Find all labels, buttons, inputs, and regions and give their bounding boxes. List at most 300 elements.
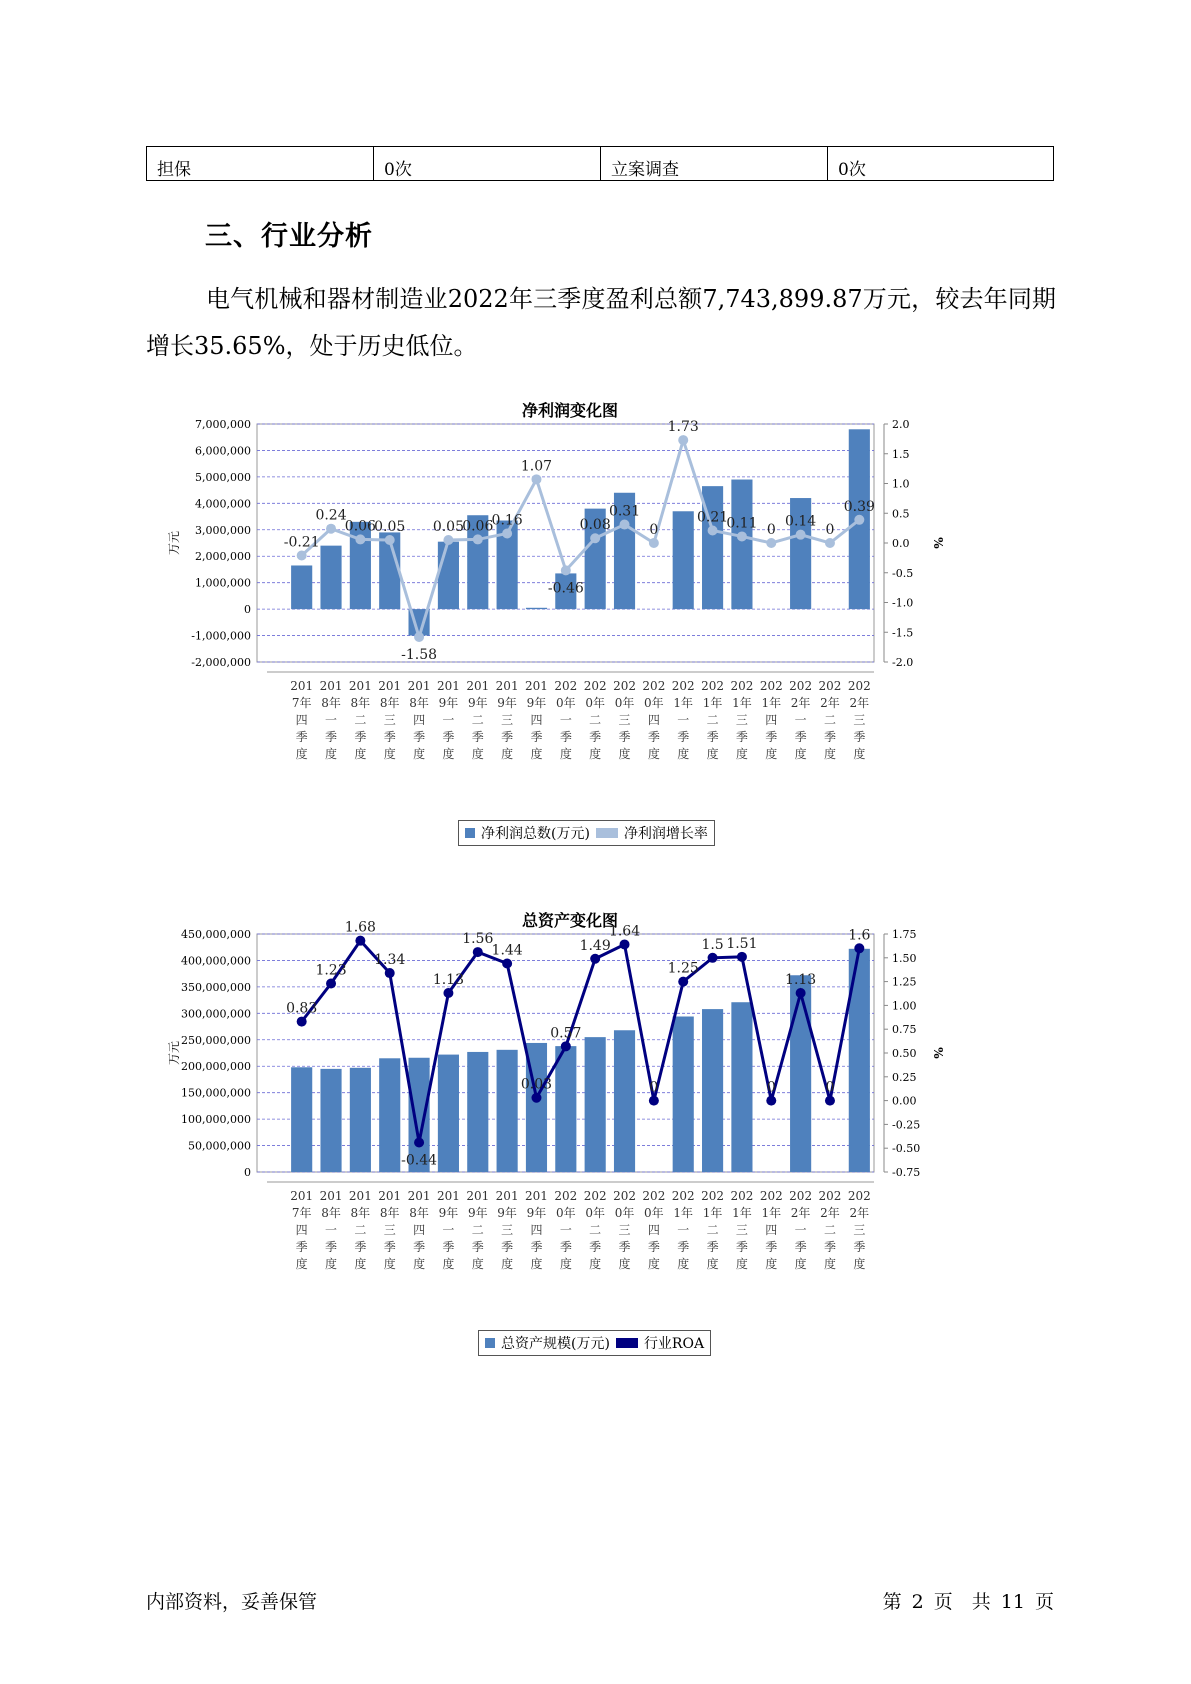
x-tick-label: 度 [530,747,543,761]
x-tick-label: 度 [442,747,455,761]
data-label: 0.05 [374,519,406,536]
y2-tick-label: 0.75 [892,1023,917,1037]
data-label: 1.07 [520,458,553,475]
bar [320,546,341,609]
x-tick-label: 季 [383,730,396,744]
x-tick-label: 2年 [820,1206,840,1220]
x-tick-label: 季 [794,1240,807,1254]
line-point [708,953,718,963]
x-tick-label: 三 [383,1223,396,1237]
line-point [326,979,336,989]
x-tick-label: 202 [847,1189,871,1203]
x-tick-label: 7年 [291,1206,312,1220]
table-row [147,147,1054,181]
x-tick-label: 202 [759,679,783,693]
x-tick-label: 二 [706,1223,719,1237]
line-point [590,533,600,543]
y2-tick-label: -0.25 [892,1118,921,1132]
x-tick-label: 201 [378,679,402,693]
x-tick-label: 二 [354,1223,367,1237]
x-tick-label: 季 [325,730,338,744]
y-tick-label: 100,000,000 [181,1113,251,1127]
x-tick-label: 季 [354,1240,367,1254]
x-tick-label: 度 [413,747,426,761]
info-table [146,146,1054,181]
x-tick-label: 季 [765,1240,778,1254]
x-tick-label: 2年 [849,696,870,710]
y2-tick-label: -2.0 [892,656,914,669]
bar [526,608,547,609]
x-tick-label: 201 [348,1189,372,1203]
line-point [678,977,688,987]
data-label: -0.21 [283,534,320,551]
y2-tick-label: 0.50 [892,1047,917,1060]
data-label: 0 [766,1079,776,1096]
x-tick-label: 三 [383,713,396,727]
line-point [708,526,718,536]
x-tick-label: 四 [530,1223,543,1237]
legend-label: 净利润增长率 [623,826,708,842]
x-tick-label: 201 [525,1189,548,1203]
x-tick-label: 度 [354,747,367,761]
x-tick-label: 季 [735,730,748,744]
line-point [825,1096,835,1106]
x-tick-label: 季 [823,730,836,744]
section-heading: 三、行业分析 [205,221,373,252]
line-point [443,535,453,545]
y-tick-label: -2,000,000 [191,656,251,669]
bar [497,1050,518,1172]
data-label: 1.51 [726,935,758,952]
x-tick-label: 季 [501,1240,514,1254]
x-tick-label: 一 [442,713,455,727]
x-tick-label: 二 [589,713,602,727]
y2-tick-label: -1.0 [892,596,914,610]
chart-legend [458,820,715,846]
x-tick-label: 1年 [673,696,694,710]
y-tick-label: 2,000,000 [195,550,251,564]
line-point [796,988,806,998]
y-tick-label: 50,000,000 [188,1139,251,1153]
x-tick-label: 季 [295,730,308,744]
y2-tick-label: 1.25 [892,975,917,989]
x-tick-label: 度 [735,1257,748,1271]
x-tick-label: 一 [325,1223,338,1237]
x-tick-label: 季 [471,730,484,744]
bar [467,1052,488,1172]
x-tick-label: 0年 [614,1206,635,1220]
y-tick-label: 0 [244,1166,251,1179]
x-tick-label: 季 [530,1240,543,1254]
line-point [502,528,512,538]
y-tick-label: 300,000,000 [181,1007,251,1021]
y-tick-label: 350,000,000 [181,980,251,994]
line-point [473,947,483,957]
x-tick-label: 202 [613,679,636,693]
x-tick-label: 季 [354,730,367,744]
x-tick-label: 8年 [409,1206,429,1220]
legend-label: 净利润总数(万元) [481,826,590,842]
x-tick-label: 201 [290,679,314,693]
x-tick-label: 度 [677,747,690,761]
data-label: 0.05 [432,519,465,536]
x-tick-label: 2年 [790,1206,811,1220]
x-tick-label: 二 [823,1223,836,1237]
bar [790,975,811,1172]
data-label: 0.83 [286,1000,318,1017]
x-tick-label: 四 [413,713,426,727]
x-tick-label: 0年 [644,696,664,710]
x-tick-label: 季 [559,1240,572,1254]
table-cell-label: 担保 [147,147,374,181]
x-tick-label: 0年 [585,1206,605,1220]
line-point [414,1137,424,1147]
x-tick-label: 9年 [497,1206,517,1220]
x-tick-label: 季 [413,730,426,744]
x-tick-label: 度 [589,1257,602,1271]
x-tick-label: 三 [853,1223,866,1237]
x-tick-label: 7年 [291,696,312,710]
x-tick-label: 1年 [761,696,782,710]
x-tick-label: 8年 [379,696,400,710]
x-tick-label: 度 [706,1257,719,1271]
data-label: 0.39 [843,498,875,515]
bar [438,542,459,609]
x-tick-label: 8年 [409,696,429,710]
line-point [590,954,600,964]
x-tick-label: 四 [413,1223,426,1237]
y2-tick-label: 0.0 [892,537,910,550]
line-point [678,435,688,445]
x-tick-label: 度 [501,1257,514,1271]
x-tick-label: 季 [618,1240,631,1254]
x-tick-label: 季 [383,1240,396,1254]
x-tick-label: 季 [735,1240,748,1254]
x-tick-label: 度 [677,1257,690,1271]
line-point [561,565,571,575]
footer-confidential: 内部资料，妥善保管 [146,1591,318,1613]
data-label: 0.08 [579,517,611,534]
x-tick-label: 202 [759,1189,783,1203]
x-tick-label: 二 [471,713,484,727]
y-tick-label: 4,000,000 [195,497,251,511]
y2-tick-label: 0.5 [892,507,910,521]
x-tick-label: 1年 [732,1206,752,1220]
bar [702,1009,723,1172]
data-label: 0.31 [608,503,641,520]
x-tick-label: 0年 [585,696,605,710]
line-point [737,952,747,962]
x-tick-label: 202 [730,1189,754,1203]
y2-tick-label: -0.50 [892,1142,921,1156]
x-tick-label: 四 [295,1223,308,1237]
analysis-paragraph: 电气机械和器材制造业2022年三季度盈利总额7,743,899.87万元，较去年同期增长35.65%，处于历史低位。 [146,285,1056,360]
y-axis-label: 万元 [167,1040,181,1066]
line-point [766,1096,776,1106]
x-tick-label: 201 [495,679,519,693]
x-tick-label: 度 [794,747,807,761]
x-tick-label: 季 [853,1240,866,1254]
x-tick-label: 一 [559,1223,572,1237]
net-profit-chart-svg [167,418,970,860]
x-tick-label: 三 [853,713,866,727]
x-tick-label: 2年 [820,696,840,710]
line-point [531,1093,541,1103]
x-tick-label: 季 [559,730,572,744]
data-label: -0.44 [401,1152,438,1169]
x-tick-label: 季 [823,1240,836,1254]
bar [320,1069,341,1172]
y-axis-label: 万元 [167,530,181,556]
x-tick-label: 202 [583,679,607,693]
x-tick-label: 9年 [497,696,517,710]
y-tick-label: 0 [244,603,251,617]
x-tick-label: 201 [407,1189,431,1203]
bar [350,1068,371,1172]
plot-frame [257,424,874,662]
legend-bar-swatch [465,828,475,838]
x-tick-label: 四 [647,1223,660,1237]
x-tick-label: 度 [618,1257,631,1271]
x-tick-label: 季 [647,1240,660,1254]
x-tick-label: 三 [501,1223,514,1237]
x-tick-label: 202 [642,679,666,693]
line-point [620,520,630,530]
line-point [502,959,512,969]
x-tick-label: 8年 [321,696,341,710]
legend-label: 总资产规模(万元) [501,1336,610,1352]
x-tick-label: 度 [853,1257,866,1271]
x-tick-label: 8年 [379,1206,400,1220]
x-tick-label: 度 [442,1257,455,1271]
y2-tick-label: 2.0 [892,418,910,431]
data-label: -1.58 [401,647,438,664]
x-tick-label: 三 [501,713,514,727]
data-label: 0 [649,1079,659,1096]
legend-label: 行业ROA [643,1336,705,1352]
data-label: 0 [825,1079,835,1096]
y2-tick-label: -1.5 [892,626,914,640]
x-tick-label: 度 [589,747,602,761]
x-tick-label: 度 [354,1257,367,1271]
x-tick-label: 四 [765,713,778,727]
x-tick-label: 202 [671,1189,695,1203]
x-tick-label: 二 [706,713,719,727]
x-tick-label: 季 [706,1240,719,1254]
line-point [854,515,864,525]
x-tick-label: 9年 [526,1206,547,1220]
bar [291,1067,312,1172]
data-label: 1.13 [785,972,817,989]
x-tick-label: 201 [466,1189,490,1203]
data-label: -0.46 [547,580,584,597]
x-tick-label: 8年 [350,696,371,710]
line-point [825,538,835,548]
line-point [297,550,307,560]
x-tick-label: 9年 [438,696,459,710]
x-tick-label: 季 [677,730,690,744]
x-tick-label: 201 [378,1189,402,1203]
x-tick-label: 度 [413,1257,426,1271]
data-label: 0.57 [550,1025,582,1042]
x-tick-label: 度 [765,1257,778,1271]
x-tick-label: 202 [583,1189,607,1203]
x-tick-label: 二 [354,713,367,727]
x-tick-label: 9年 [467,1206,488,1220]
x-tick-label: 9年 [438,1206,459,1220]
x-tick-label: 1年 [702,1206,723,1220]
data-label: 0 [766,522,776,538]
x-tick-label: 季 [589,730,602,744]
x-tick-label: 二 [823,713,836,727]
x-tick-label: 度 [735,747,748,761]
x-tick-label: 8年 [321,1206,341,1220]
x-tick-label: 202 [701,1189,725,1203]
data-label: 1.5 [701,936,724,953]
x-tick-label: 季 [618,730,631,744]
x-tick-label: 度 [853,747,866,761]
x-tick-label: 度 [295,1257,308,1271]
legend-line-swatch [616,1338,638,1348]
x-tick-label: 201 [348,679,372,693]
x-tick-label: 三 [735,1223,748,1237]
x-tick-label: 度 [647,747,660,761]
y2-tick-label: -0.5 [892,566,914,580]
y-tick-label: 450,000,000 [181,928,251,941]
x-tick-label: 9年 [526,696,547,710]
x-tick-label: 四 [765,1223,778,1237]
x-tick-label: 度 [383,747,396,761]
line-point [854,943,864,953]
y2-tick-label: 1.5 [892,447,910,461]
x-tick-label: 202 [613,1189,636,1203]
x-tick-label: 度 [618,747,631,761]
x-tick-label: 三 [618,713,631,727]
bar [585,1037,606,1172]
table-cell-value: 0次 [828,147,1054,181]
line-point [414,632,424,642]
x-tick-label: 二 [471,1223,484,1237]
chart-title: 净利润变化图 [521,401,618,420]
x-tick-label: 四 [647,713,660,727]
x-tick-label: 1年 [702,696,723,710]
x-tick-label: 202 [642,1189,666,1203]
x-tick-label: 1年 [673,1206,694,1220]
x-tick-label: 度 [530,1257,543,1271]
data-label: 1.23 [315,962,347,979]
x-tick-label: 度 [559,1257,572,1271]
x-tick-label: 2年 [790,696,811,710]
bar [438,1055,459,1172]
bar [291,565,312,609]
total-assets-chart [167,908,970,1368]
line-point [326,524,336,534]
line-point [620,939,630,949]
legend-bar-swatch [485,1338,495,1348]
x-tick-label: 9年 [467,696,488,710]
x-tick-label: 季 [501,730,514,744]
data-label: 0.03 [520,1076,553,1093]
x-tick-label: 季 [647,730,660,744]
y-tick-label: 3,000,000 [195,523,251,537]
x-tick-label: 度 [325,1257,338,1271]
x-tick-label: 度 [706,747,719,761]
data-label: 0.06 [462,518,494,535]
x-tick-label: 202 [789,679,813,693]
y-tick-label: 400,000,000 [181,954,251,968]
line-point [649,538,659,548]
x-tick-label: 季 [589,1240,602,1254]
line-point [355,936,365,946]
y-tick-label: 1,000,000 [195,576,251,590]
x-tick-label: 8年 [350,1206,371,1220]
net-profit-chart [167,398,970,858]
data-label: 1.49 [579,937,611,954]
data-label: 0.14 [785,513,817,530]
x-tick-label: 一 [442,1223,455,1237]
y2-tick-label: -0.75 [892,1166,921,1179]
line-point [796,530,806,540]
x-tick-label: 一 [325,713,338,727]
x-tick-label: 四 [530,713,543,727]
x-tick-label: 度 [794,1257,807,1271]
x-tick-label: 201 [525,679,548,693]
x-tick-label: 1年 [732,696,752,710]
table-cell-label: 立案调查 [601,147,828,181]
x-tick-label: 度 [765,747,778,761]
table-cell-value: 0次 [374,147,601,181]
y-tick-label: 200,000,000 [181,1060,251,1074]
data-label: 0.21 [696,509,729,526]
y2-axis-label: % [931,537,945,549]
x-tick-label: 202 [730,679,754,693]
x-tick-label: 度 [325,747,338,761]
line-point [531,474,541,484]
data-label: 1.73 [667,419,699,436]
x-tick-label: 季 [765,730,778,744]
x-tick-label: 202 [554,1189,578,1203]
line-point [649,1096,659,1106]
y2-axis-label: % [931,1047,945,1059]
line-point [355,534,365,544]
y-tick-label: 7,000,000 [195,418,251,431]
x-tick-label: 三 [735,713,748,727]
x-tick-label: 0年 [556,1206,576,1220]
data-label: 1.56 [462,931,494,948]
x-tick-label: 季 [413,1240,426,1254]
x-tick-label: 季 [706,730,719,744]
x-tick-label: 季 [677,1240,690,1254]
x-tick-label: 度 [823,747,836,761]
x-tick-label: 度 [471,1257,484,1271]
x-tick-label: 0年 [614,696,635,710]
y-tick-label: 250,000,000 [181,1033,251,1047]
data-label: 0.06 [344,518,376,535]
x-tick-label: 201 [436,679,460,693]
x-tick-label: 1年 [761,1206,782,1220]
x-tick-label: 202 [554,679,578,693]
x-tick-label: 二 [589,1223,602,1237]
x-tick-label: 202 [671,679,695,693]
line-point [473,534,483,544]
x-tick-label: 202 [847,679,871,693]
data-label: 1.13 [432,972,465,989]
line-point [766,538,776,548]
x-tick-label: 201 [495,1189,519,1203]
legend-line-swatch [596,828,618,838]
x-tick-label: 一 [677,713,690,727]
x-tick-label: 季 [295,1240,308,1254]
